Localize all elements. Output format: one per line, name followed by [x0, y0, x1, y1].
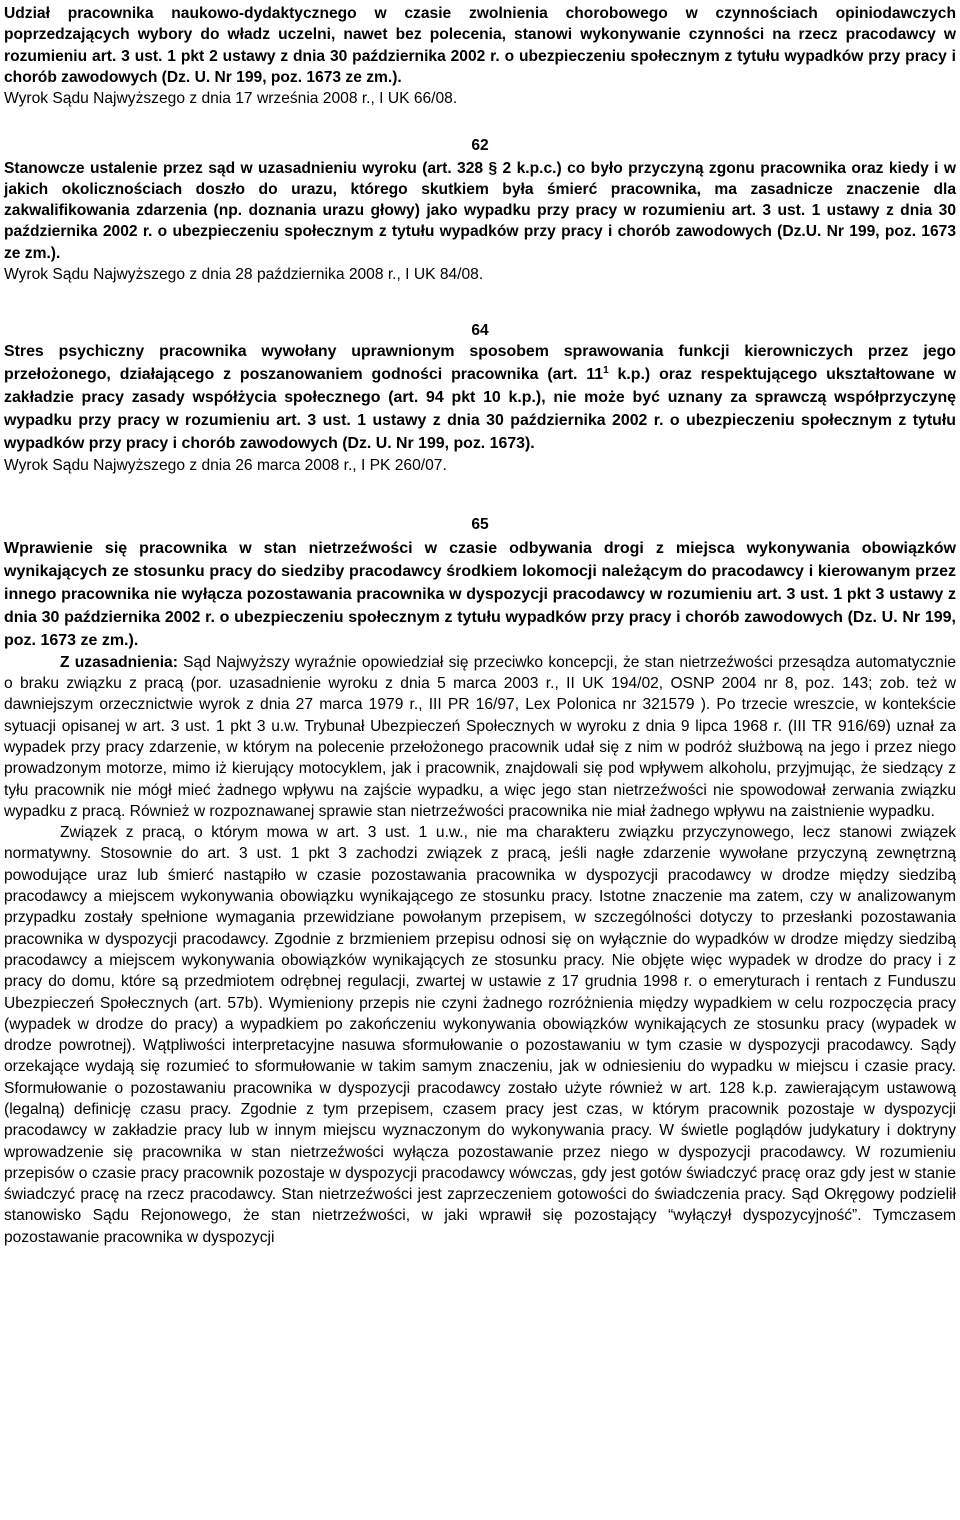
court-ruling-reference-64: Wyrok Sądu Najwyższego z dnia 26 marca 2008 r., I PK 260/07. — [4, 457, 447, 475]
thesis-number-64: 64 — [471, 322, 489, 339]
superscript: 1 — [603, 365, 609, 377]
thesis-65: Wprawienie się pracownika w stan nietrzeźwości w czasie odbywania drogi z miejsca wykonywania obowiązków wynikających ze stosunku pracy do siedziby pracodawcy środkiem lokomocji należącym do pracodawcy i kierowanym przez innego pracownika nie wyłącza pozostawania pracownika w dyspozycji pracodawcy w rozumieniu art. 3 ust. 1 pkt 3 ustawy z dnia 30 października 2002 r. o ubezpieczeniu społecznym z tytułu wypadków przy pracy i chorób zawodowych (Dz. U. Nr 199, poz. 1673 ze zm.). — [4, 539, 956, 649]
court-ruling-reference-61: Wyrok Sądu Najwyższego z dnia 17 września 2008 r., I UK 66/08. — [4, 90, 458, 107]
thesis-62-part1: Stanowcze ustalenie przez sąd w uzasadnieniu wyroku (art. 328 — [4, 159, 489, 177]
document-page — [4, 0, 956, 1248]
justification-p1-text: Sąd Najwyższy wyraźnie opowiedział się przeciwko koncepcji, że stan nietrzeźwości przesądza automatycznie o braku związku z pracą (por. uzasadnienie wyroku z dnia 5 marca 2003 r., II UK 194/02, OSNP 2004 nr 8, poz. 143; zob. też w dawniejszym orzecznictwie wyrok z dnia 27 marca 1979 r., III PR 16/97, Lex Polonica nr 321579 ). Po trzecie wreszcie, w kontekście sytuacji opisanej w art. 3 ust. 1 pkt 3 u.w. Trybunał Ubezpieczeń Społecznych w wyroku z dnia 9 lipca 1968 r. (III TR 916/69) uznał za wypadek przy pracy zdarzenie, w którym na polecenie przełożonego pracownik udał się z nim w podróż służbową na jego i przez niego prowadzonym motorze, mimo iż kierujący motocyklem, jak i pracownik, znajdowali się pod wpływem alkoholu, przyjmując, że siedzący z tyłu pracownik nie mógł mieć żadnego wpływu na zajście wypadku, a więc jego stan nietrzeźwości nie spowodował zerwania związku wypadku z pracą. Również w rozpoznawanej sprawie stan nietrzeźwości pracownika nie miał żadnego wpływu na zaistnienie wypadku. — [4, 653, 956, 820]
thesis-64-part1: Stres psychiczny pracownika wywołany uprawnionym sposobem sprawowania funkcji kierowniczych przez jego przełożonego, działającego z poszanowaniem godności pracownika (art. 11 — [4, 343, 956, 384]
justification-label: Z uzasadnienia: — [60, 653, 178, 671]
court-ruling-reference-62: Wyrok Sądu Najwyższego z dnia 28 października 2008 r., I UK 84/08. — [4, 265, 484, 283]
thesis-61: Udział pracownika naukowo-dydaktycznego w czasie zwolnienia chorobowego w czynnościach opiniodawczych poprzedzających wybory do władz uczelni, nawet bez polecenia, stanowi wykonywanie czynności na rzecz pracodawcy w rozumieniu art. 3 ust. 1 pkt 2 ustawy z dnia 30 października 2002 r. o ubezpieczeniu społecznym z tytułu wypadków przy pracy i chorób zawodowych (Dz. U. Nr 199, poz. 1673 ze zm.). — [4, 5, 956, 86]
thesis-number-62: 62 — [471, 137, 489, 155]
justification-paragraph-1 — [4, 652, 956, 822]
thesis-62 — [4, 158, 956, 264]
thesis-62-part2: 2 k.p.c.) co było przyczyną zgonu pracownika oraz kiedy i w jakich okolicznościach doszło do urazu, którego skutkiem była śmierć pracownika, ma zasadnicze znaczenie dla zakwalifikowania zdarzenia (np. doznania urazu głowy) jako wypadku przy pracy w rozumieniu art. 3 ust. 1 ustawy z dnia 30 października 2002 r. o ubezpieczeniu społecznym z tytułu wypadków przy pracy i chorób zawodowych (Dz.U. Nr 199, poz. 1673 ze zm.). — [4, 159, 957, 262]
justification-paragraph-2: Związek z pracą, o którym mowa w art. 3 ust. 1 u.w., nie ma charakteru związku przyczynowego, lecz stanowi związek normatywny. Stosownie do art. 3 ust. 1 pkt 3 zachodzi związek z pracą, jeśli nagłe zdarzenie wywołane przyczyną zewnętrzną powodujące uraz lub śmierć nastąpiło w czasie pozostawania pracownika w dyspozycji pracodawcy w drodze między siedzibą pracodawcy a miejscem wykonywania obowiązku wynikającego ze stosunku pracy. Istotne znaczenie ma zatem, czy w analizowanym przypadku zostały spełnione wymagania przewidziane powołanym przepisem, w szczególności dotyczy to przesłanki pozostawania pracownika w dyspozycji pracodawcy. Zgodnie z brzmieniem przepisu odnosi się on wyłącznie do wypadków w drodze między siedzibą pracodawcy a miejscem wykonywania obowiązków wynikających ze stosunku pracy. Nie objęte więc wypadek w drodze do pracy i z pracy do domu, które są przedmiotem odrębnej regulacji, zwartej w ustawie z 17 grudnia 1998 r. o emeryturach i rentach z Funduszu Ubezpieczeń Społecznych (art. 57b). Wymieniony przepis nie czyni żadnego rozróżnienia między wypadkiem w celu rozpoczęcia pracy (wypadek w drodze do pracy) a wypadkiem po zakończeniu wykonywania obowiązków wynikających ze stosunku pracy (wypadek w drodze powrotnej). Wątpliwości interpretacyjne nasuwa sformułowanie o pozostawaniu w tym czasie w dyspozycji pracodawcy. Sądy orzekające wydają się rozumieć to sformułowanie w takim samym znaczeniu, jak w odniesieniu do wypadku w miejscu i czasie pracy. Sformułowanie o pozostawaniu pracownika w dyspozycji pracodawcy zostało użyte również w art. 128 k.p. zawierającym ustawową (legalną) definicję czasu pracy. Zgodnie z tym przepisem, czasem pracy jest czas, w którym pracownik pozostaje w dyspozycji pracodawcy w zakładzie pracy lub w innym miejscu wyznaczonym do wykonywania pracy. W świetle poglądów judykatury i doktryny wprowadzenie się pracownika w stan nietrzeźwości wyłącza pozostawanie przez niego w dyspozycji pracodawcy. W rozumieniu przepisów o czasie pracy pracownik pozostaje w dyspozycji pracodawcy wówczas, gdy jest gotów świadczyć pracę oraz gdy jest w stanie świadczyć pracę na rzecz pracodawcy. Stan nietrzeźwości jest zaprzeczeniem gotowości do świadczenia pracy. Sąd Okręgowy podzielił stanowisko Sądu Rejonowego, że stan nietrzeźwości, w jaki wprawił się pozostający “wyłączył dyspozycyjność”. Tymczasem pozostawanie pracownika w dyspozycji — [4, 824, 956, 1246]
thesis-number-65: 65 — [471, 515, 489, 533]
section-sign: § — [488, 159, 498, 177]
thesis-64-part2: k.p.) oraz respektującego ukształtowane w zakładzie pracy zasady współżycia społecznego (art. 94 pkt 10 k.p.), nie może być uznany za sprawczą współprzyczynę wypadku przy pracy w rozumieniu art. 3 ust. 1 ustawy z dnia 30 października 2002 r. o ubezpieczeniu społecznym z tytułu wypadków przy pracy i chorób zawodowych (Dz. U. Nr 199, poz. 1673). — [4, 366, 956, 453]
thesis-64 — [4, 340, 956, 455]
